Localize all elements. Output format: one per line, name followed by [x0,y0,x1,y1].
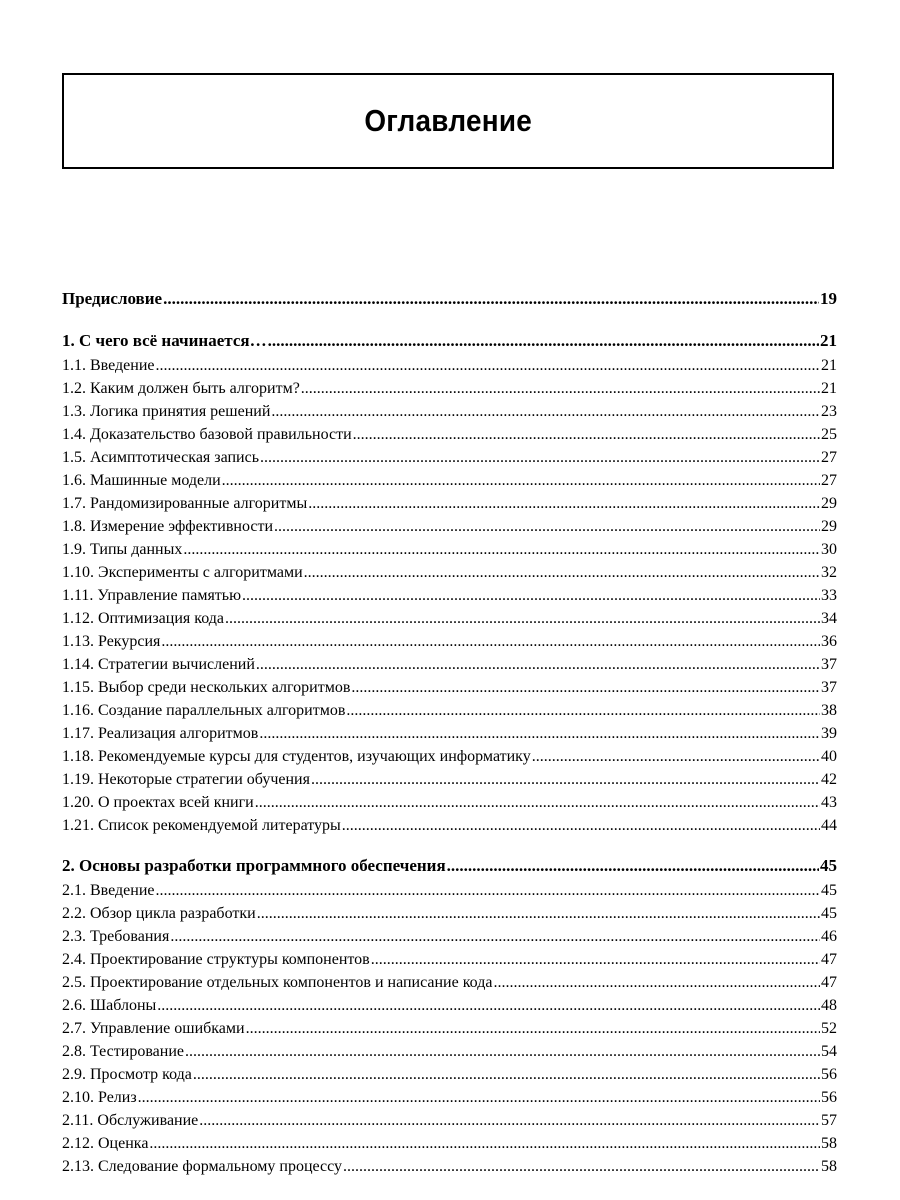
toc-section-entry[interactable] [62,1155,837,1178]
toc-leader-dots [301,377,820,400]
toc-leader-dots [304,561,820,584]
toc-page-number: 32 [821,564,837,581]
toc-page-number: 46 [821,928,837,945]
toc-leader-dots [156,879,821,902]
toc-section-entry[interactable] [62,492,837,515]
toc-entry-label: 1.16. Создание параллельных алгоритмов [62,702,346,719]
toc-section-entry[interactable] [62,446,837,469]
toc-leader-dots [532,745,820,768]
toc-page-number: 37 [821,679,837,696]
toc-leader-dots [163,286,819,312]
toc-leader-dots [493,971,820,994]
toc-entry-label: 2.11. Обслуживание [62,1112,199,1129]
toc-leader-dots [242,584,820,607]
toc-leader-dots [199,1109,820,1132]
toc-entry-label: 1.2. Каким должен быть алгоритм? [62,380,300,397]
toc-section-entry[interactable] [62,653,837,676]
toc-leader-dots [193,1063,820,1086]
toc-entry-label: 1.10. Эксперименты с алгоритмами [62,564,303,581]
toc-entry-label: 1.7. Рандомизированные алгоритмы [62,495,308,512]
toc-page-number: 42 [821,771,837,788]
toc-entry-label: 1.3. Логика принятия решений [62,403,271,420]
toc-entry-label: Предисловие [62,289,163,308]
toc-page-number: 21 [821,357,837,374]
toc-section-entry[interactable] [62,538,837,561]
toc-entry-label: 2.6. Шаблоны [62,997,157,1014]
toc-entry-label: 2.7. Управление ошибками [62,1020,245,1037]
toc-section-entry[interactable] [62,400,837,423]
toc-leader-dots [260,446,820,469]
toc-leader-dots [268,328,819,354]
toc-chapter-entry[interactable] [62,328,837,354]
toc-entry-label: 1.6. Машинные модели [62,472,221,489]
toc-section-entry[interactable] [62,948,837,971]
toc-leader-dots [311,768,820,791]
toc-section-entry[interactable] [62,423,837,446]
toc-entry-label: 2.1. Введение [62,882,155,899]
toc-section-entry[interactable] [62,791,837,814]
toc-page-number: 29 [821,495,837,512]
toc-section-entry[interactable] [62,515,837,538]
toc-entry-label: 2.10. Релиз [62,1089,137,1106]
toc-page-number: 34 [821,610,837,627]
toc-entry-label: 1.17. Реализация алгоритмов [62,725,259,742]
toc-page-number: 58 [821,1158,837,1175]
toc-page-number: 45 [821,882,837,899]
toc-section-entry[interactable] [62,1040,837,1063]
toc-section-entry[interactable] [62,1086,837,1109]
toc-section-entry[interactable] [62,607,837,630]
toc-page-number: 47 [821,974,837,991]
toc-section-entry[interactable] [62,377,837,400]
toc-leader-dots [346,699,820,722]
toc-page-number: 37 [821,656,837,673]
toc-entry-label: 1.5. Асимптотическая запись [62,449,260,466]
toc-section-entry[interactable] [62,879,837,902]
toc-section-entry[interactable] [62,925,837,948]
toc-page-number: 56 [821,1066,837,1083]
toc-section-entry[interactable] [62,561,837,584]
toc-entry-label: 1.21. Список рекомендуемой литературы [62,817,341,834]
toc-leader-dots [353,423,820,446]
toc-page-number: 23 [821,403,837,420]
toc-leader-dots [157,994,820,1017]
toc-entry-label: 1.20. О проектах всей книги [62,794,254,811]
toc-page-number: 45 [820,856,837,875]
toc-leader-dots [308,492,820,515]
toc-leader-dots [255,791,820,814]
toc-page-number: 21 [820,331,837,350]
toc-entry-label: 1.8. Измерение эффективности [62,518,274,535]
toc-leader-dots [222,469,820,492]
toc-entry-label: 2.9. Просмотр кода [62,1066,192,1083]
toc-entry-label: 2. Основы разработки программного обеспечения [62,856,446,875]
toc-entry-label: 1.1. Введение [62,357,155,374]
toc-leader-dots [246,1017,820,1040]
toc-page-number: 39 [821,725,837,742]
toc-leader-dots [225,607,820,630]
table-of-contents [62,286,837,1178]
toc-entry-label: 2.3. Требования [62,928,170,945]
toc-page-number: 48 [821,997,837,1014]
toc-entry-label: 1.9. Типы данных [62,541,183,558]
toc-section-entry[interactable] [62,469,837,492]
toc-leader-dots [170,925,820,948]
toc-page-number: 33 [821,587,837,604]
toc-leader-dots [257,902,820,925]
toc-section-entry[interactable] [62,584,837,607]
toc-entry-label: 1. С чего всё начинается… [62,331,267,350]
toc-section-entry[interactable] [62,1109,837,1132]
toc-entry-label: 1.13. Рекурсия [62,633,161,650]
toc-entry-label: 1.11. Управление памятью [62,587,242,604]
toc-entry-label: 2.12. Оценка [62,1135,149,1152]
toc-entry-label: 1.14. Стратегии вычислений [62,656,255,673]
toc-section-entry[interactable] [62,745,837,768]
toc-page-number: 57 [821,1112,837,1129]
toc-leader-dots [351,676,820,699]
toc-page-number: 45 [821,905,837,922]
toc-page-number: 38 [821,702,837,719]
toc-page-number: 43 [821,794,837,811]
toc-entry-label: 1.15. Выбор среди нескольких алгоритмов [62,679,351,696]
toc-leader-dots [183,538,820,561]
toc-section-entry[interactable] [62,971,837,994]
toc-page-number: 40 [821,748,837,765]
toc-page-number: 52 [821,1020,837,1037]
toc-leader-dots [371,948,820,971]
toc-page-number: 58 [821,1135,837,1152]
toc-section-entry[interactable] [62,699,837,722]
toc-section-entry[interactable] [62,630,837,653]
toc-leader-dots [185,1040,820,1063]
toc-entry-label: 2.8. Тестирование [62,1043,184,1060]
toc-section-entry[interactable] [62,768,837,791]
toc-leader-dots [342,814,820,837]
toc-section-entry[interactable] [62,902,837,925]
toc-page-number: 19 [820,289,837,308]
toc-section-entry[interactable] [62,1063,837,1086]
toc-chapter-entry[interactable] [62,286,837,312]
toc-leader-dots [161,630,820,653]
toc-page-number: 27 [821,472,837,489]
page-title: Оглавление [364,103,532,138]
toc-entry-label: 1.19. Некоторые стратегии обучения [62,771,310,788]
toc-page-number: 36 [821,633,837,650]
toc-leader-dots [156,354,821,377]
toc-leader-dots [274,515,820,538]
toc-page-number: 29 [821,518,837,535]
toc-page-number: 54 [821,1043,837,1060]
toc-entry-label: 2.5. Проектирование отдельных компонентов и написание кода [62,974,493,991]
toc-entry-label: 1.12. Оптимизация кода [62,610,225,627]
toc-section-entry[interactable] [62,722,837,745]
toc-page-number: 44 [821,817,837,834]
toc-leader-dots [271,400,820,423]
toc-entry-label: 2.4. Проектирование структуры компонентов [62,951,370,968]
toc-page-number: 56 [821,1089,837,1106]
toc-entry-label: 2.2. Обзор цикла разработки [62,905,256,922]
toc-section-entry[interactable] [62,354,837,377]
toc-leader-dots [256,653,820,676]
toc-leader-dots [149,1132,820,1155]
toc-page-number: 25 [821,426,837,443]
toc-section-entry[interactable] [62,994,837,1017]
toc-entry-label: 2.13. Следование формальному процессу [62,1158,343,1175]
toc-leader-dots [447,853,819,879]
toc-page-number: 27 [821,449,837,466]
toc-leader-dots [138,1086,820,1109]
toc-section-entry[interactable] [62,814,837,837]
toc-section-entry[interactable] [62,676,837,699]
toc-page-number: 30 [821,541,837,558]
toc-section-entry[interactable] [62,1132,837,1155]
toc-page-number: 21 [821,380,837,397]
toc-page-number: 47 [821,951,837,968]
toc-entry-label: 1.18. Рекомендуемые курсы для студентов, изучающих информатику [62,748,531,765]
toc-entry-label: 1.4. Доказательство базовой правильности [62,426,352,443]
toc-chapter-entry[interactable] [62,853,837,879]
toc-leader-dots [343,1155,820,1178]
toc-leader-dots [259,722,820,745]
toc-section-entry[interactable] [62,1017,837,1040]
title-box [62,73,834,169]
